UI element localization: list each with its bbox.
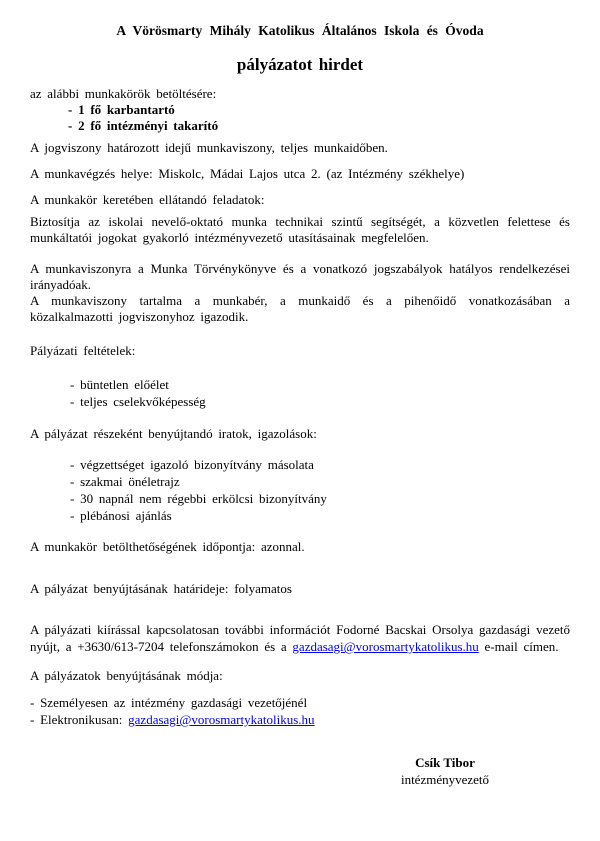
method-item-personal: - Személyesen az intézmény gazdasági vezetőjénél	[30, 695, 308, 710]
paragraph-deadline: A pályázat benyújtásának határideje: folyamatos	[30, 581, 292, 596]
law-paragraphs	[30, 261, 570, 325]
method-heading: A pályázatok benyújtásának módja:	[30, 668, 223, 683]
method-list	[30, 694, 570, 728]
announcement-title: pályázatot hirdet	[236, 55, 364, 74]
condition-item: - büntetlen előélet	[70, 377, 169, 392]
documents-heading: A pályázat részeként benyújtandó iratok, igazolások:	[30, 426, 317, 441]
paragraph-location: A munkavégzés helye: Miskolc, Mádai Lajos utca 2. (az Intézmény székhelye)	[30, 166, 465, 181]
documents-list	[30, 456, 570, 524]
method-email-link[interactable]: gazdasagi@vorosmartykatolikus.hu	[128, 712, 315, 727]
position-item-karbantarto: - 1 fő karbantartó	[68, 102, 175, 117]
document-item: - plébánosi ajánlás	[70, 508, 172, 523]
document-item: - szakmai önéletrajz	[70, 474, 180, 489]
document-item: - 30 napnál nem régebbi erkölcsi bizonyítvány	[70, 491, 327, 506]
law-paragraph-1: A munkaviszonyra a Munka Törvénykönyve és a vonatkozó jogszabályok hatályos rendelkezései irányadóak.	[30, 261, 570, 292]
paragraph-contact	[30, 621, 570, 655]
position-item-takarito: - 2 fő intézményi takarító	[68, 118, 219, 133]
signature-block	[365, 754, 525, 788]
method-item-electronic	[30, 711, 570, 728]
conditions-heading: Pályázati feltételek:	[30, 343, 136, 358]
tasks-heading: A munkakör keretében ellátandó feladatok:	[30, 192, 265, 207]
paragraph-start-date: A munkakör betölthetőségének időpontja: azonnal.	[30, 539, 305, 554]
conditions-list	[30, 376, 570, 410]
contact-text-before: A pályázati kiírással kapcsolatosan további információt Fodorné Bacskai Orsolya gazdasági vezető nyújt, a +3630/613-7204 telefonszámokon és a	[30, 622, 570, 654]
method-electronic-prefix: - Elektronikusan:	[30, 712, 129, 727]
signature-name: Csík Tibor	[415, 755, 475, 770]
contact-text-after: e-mail címen.	[478, 639, 559, 654]
paragraph-employment: A jogviszony határozott idejű munkaviszony, teljes munkaidőben.	[30, 140, 388, 155]
signature-role: intézményvezető	[400, 772, 490, 787]
condition-item: - teljes cselekvőképesség	[70, 394, 206, 409]
law-paragraph-2: A munkaviszony tartalma a munkabér, a munkaidő és a pihenőidő vonatkozásában a közalkalmazotti jogviszonyhoz igazodik.	[30, 293, 570, 324]
school-name: A Vörösmarty Mihály Katolikus Általános Iskola és Óvoda	[116, 23, 484, 38]
contact-email-link[interactable]: gazdasagi@vorosmartykatolikus.hu	[292, 639, 479, 654]
tasks-body: Biztosítja az iskolai nevelő-oktató munka technikai szintű segítségét, a közvetlen felettese és munkáltatói jogokat gyakorló intézményvezető utasításainak megfelelően.	[30, 214, 570, 245]
document-item: - végzettséget igazoló bizonyítvány másolata	[70, 457, 314, 472]
intro-line: az alábbi munkakörök betöltésére:	[30, 86, 217, 101]
